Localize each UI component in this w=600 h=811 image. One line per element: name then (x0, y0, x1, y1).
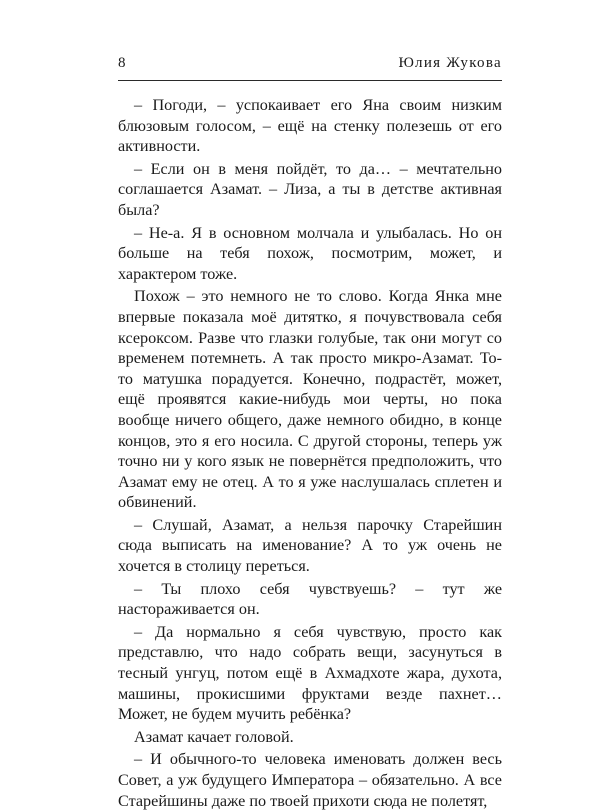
paragraph: – Погоди, – успокаивает его Яна своим низким блюзовым голосом, – ещё на стенку полезешь от его активности. (118, 96, 502, 156)
paragraph: Похож – это немного не то слово. Когда Янка мне впервые показала моё дитятко, я почувствовала себя ксероксом. Разве что глазки голубые, так они могут со временем потемнеть. А так просто микро-Азамат. То-то матушка порадуется. Конечно, подрастёт, может, ещё проявятся какие-нибудь мои черты, но пока вообще ничего общего, даже немного обидно, в конце концов, это я его носила. С другой стороны, теперь уж точно ни у кого язык не повернётся предположить, что Азамат ему не отец. А то я уже наслушалась сплетен и обвинений. (118, 287, 502, 512)
paragraph: – Ты плохо себя чувствуешь? – тут же настораживается он. (118, 579, 502, 619)
paragraph: – Слушай, Азамат, а нельзя парочку Старейшин сюда выписать на именование? А то уж очень не хочется в столицу переться. (118, 515, 502, 576)
paragraph: Азамат качает головой. (134, 727, 294, 746)
paragraph: – И обычного-то человека именовать должен весь Совет, а уж будущего Императора – обязательно. А все Старейшины даже по твоей прихоти сюда не полетят, (118, 750, 502, 810)
page-number: 8 (118, 55, 126, 71)
paragraph: – Если он в меня пойдёт, то да… – мечтательно соглашается Азамат. – Лиза, а ты в детстве активная была? (118, 159, 502, 219)
body-text (118, 95, 502, 811)
page-header (118, 55, 502, 77)
running-head-author: Юлия Жукова (398, 55, 502, 71)
paragraph: – Да нормально я себя чувствую, просто как представлю, что надо собрать вещи, засунуться в тесный унгуц, потом ещё в Ахмадхоте жара, духота, машины, прокисшими фруктами везде пахнет… Может, не будем мучить ребёнка? (118, 622, 502, 724)
header-rule (118, 80, 502, 81)
paragraph: – Не-а. Я в основном молчала и улыбалась. Но он больше на тебя похож, посмотрим, может, и характером тоже. (118, 223, 502, 283)
